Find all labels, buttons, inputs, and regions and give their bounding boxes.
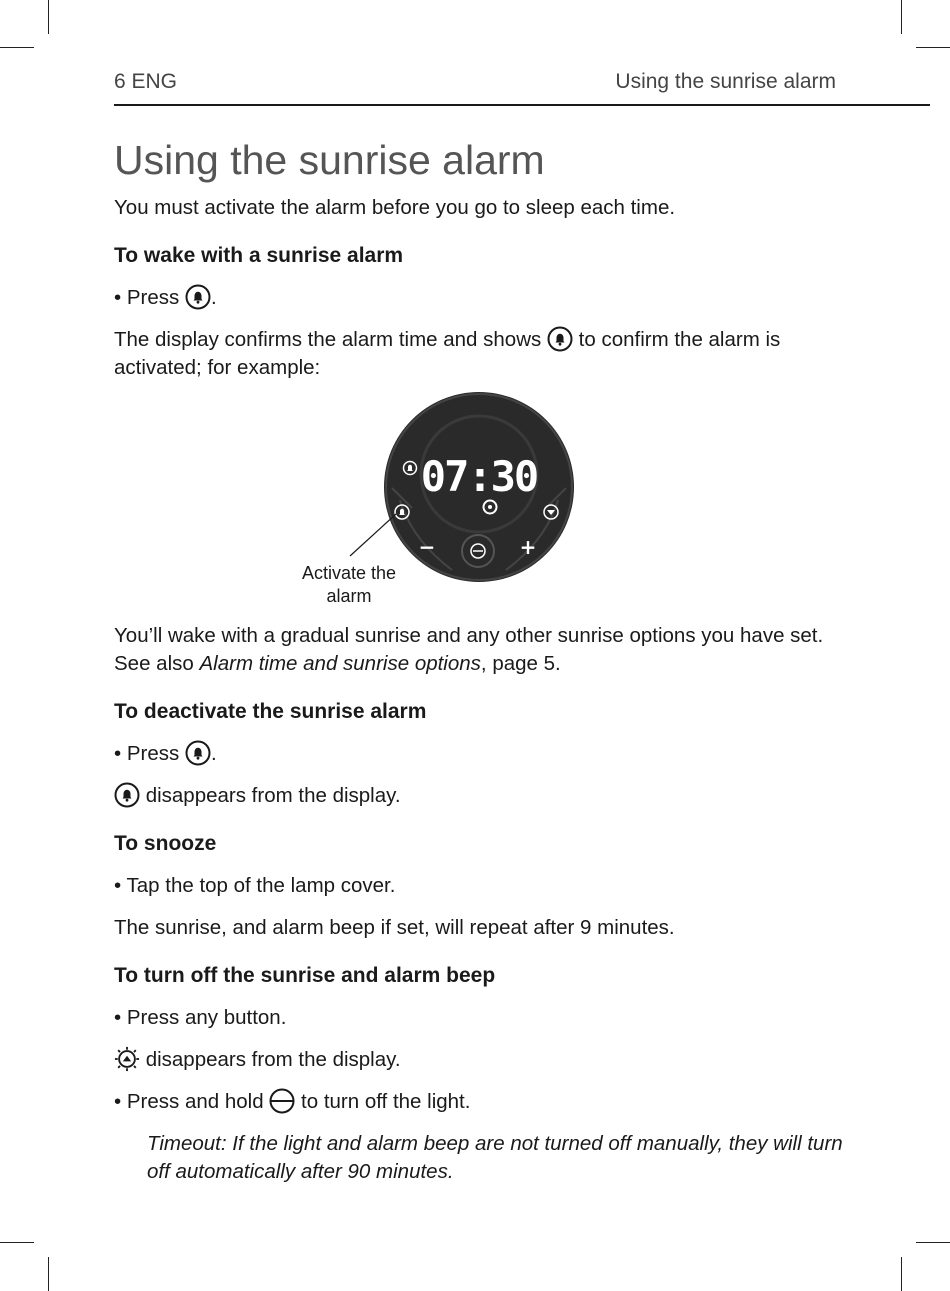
minus-button[interactable]: − <box>418 535 436 559</box>
turn-off-bullet-1: • Press any button. <box>114 1006 287 1029</box>
figure-caption <box>284 562 414 608</box>
page-title: Using the sunrise alarm <box>114 137 545 183</box>
wake-bullet <box>114 284 844 312</box>
cross-reference: Alarm time and sunrise options <box>199 652 481 675</box>
caption-line: alarm <box>326 586 372 606</box>
text-span: The display confirms the alarm time and shows <box>114 328 547 351</box>
text-span: , page 5. <box>480 652 561 675</box>
timeout-note: Timeout: If the light and alarm beep are not turned off manually, they will turn off automatically after 90 minutes. <box>147 1132 843 1183</box>
deactivate-bullet <box>114 740 844 768</box>
snooze-bullet: • Tap the top of the lamp cover. <box>114 874 396 897</box>
deactivate-result-text <box>114 782 844 810</box>
deactivate-heading: To deactivate the sunrise alarm <box>114 700 427 723</box>
text-span: disappears from the display. <box>140 784 401 807</box>
crop-mark <box>48 0 49 34</box>
text-span: to confirm the alarm is activated; for example: <box>114 328 781 379</box>
header-rule <box>114 104 930 106</box>
wake-heading: To wake with a sunrise alarm <box>114 244 404 267</box>
bullet-suffix: . <box>210 742 217 765</box>
crop-mark <box>916 47 950 48</box>
alarm-bell-icon <box>114 782 140 808</box>
turn-off-result-text <box>114 1046 844 1074</box>
callout-line <box>114 390 844 622</box>
plus-button[interactable]: + <box>519 535 537 559</box>
crop-mark <box>901 1257 902 1291</box>
device-figure <box>114 390 844 622</box>
sunrise-icon <box>114 1046 140 1072</box>
text-span: disappears from the display. <box>140 1048 401 1071</box>
bullet-text: • Press and hold <box>114 1090 270 1113</box>
snooze-text: The sunrise, and alarm beep if set, will repeat after 9 minutes. <box>114 916 675 939</box>
crop-mark <box>48 1257 49 1291</box>
crop-mark <box>916 1242 950 1243</box>
page-number: 6 ENG <box>114 70 178 93</box>
text-span: to turn off the light. <box>295 1090 471 1113</box>
running-title: Using the sunrise alarm <box>615 70 836 93</box>
bullet-suffix: . <box>210 286 217 309</box>
crop-mark <box>901 0 902 34</box>
crop-mark <box>0 1242 34 1243</box>
bullet-text: • Press <box>114 742 185 765</box>
bullet-text: • Press <box>114 286 185 309</box>
turn-off-heading: To turn off the sunrise and alarm beep <box>114 964 496 987</box>
clock-display: 07:30 <box>420 452 538 501</box>
page-content <box>114 134 844 1186</box>
power-minus-icon <box>269 1088 295 1114</box>
sunrise-options-text <box>114 622 844 678</box>
caption-line: Activate the <box>301 563 397 583</box>
alarm-bell-icon <box>547 326 573 352</box>
snooze-heading: To snooze <box>114 832 217 855</box>
turn-off-bullet-2 <box>114 1088 844 1116</box>
alarm-bell-icon <box>185 740 211 766</box>
intro-text: You must activate the alarm before you go to sleep each time. <box>114 196 676 219</box>
text-span: You’ll wake with a gradual sunrise and any other sunrise options you have set. See also <box>114 624 824 675</box>
alarm-bell-icon <box>185 284 211 310</box>
wake-confirm-text <box>114 326 844 382</box>
crop-mark <box>0 47 34 48</box>
page-header <box>114 70 836 98</box>
